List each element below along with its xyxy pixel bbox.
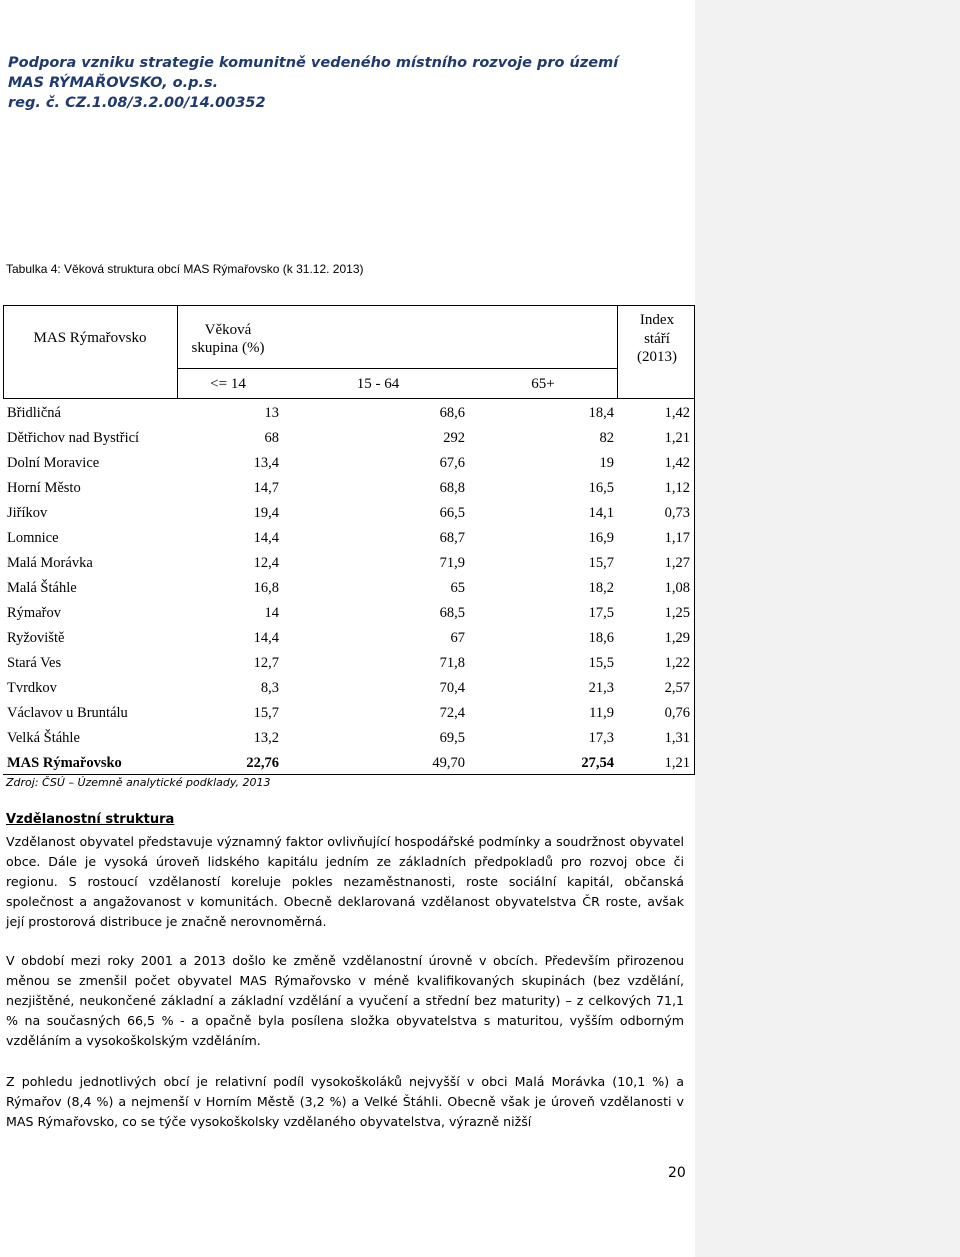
value-65-plus: 15,7 — [588, 555, 614, 571]
table-rule — [617, 305, 618, 398]
municipality-name: Rýmařov — [7, 605, 61, 621]
value-15-64: 68,5 — [439, 605, 465, 621]
municipality-name: Dolní Moravice — [7, 455, 100, 471]
value-index: 1,22 — [664, 655, 690, 671]
municipality-name: Horní Město — [7, 480, 81, 496]
corner-label: MAS Rýmařovsko — [33, 330, 147, 346]
header-registration: reg. č. CZ.1.08/3.2.00/14.00352 — [8, 95, 266, 111]
value-15-64: 71,8 — [439, 655, 465, 671]
value-under-14: 14 — [264, 605, 279, 621]
value-index: 0,73 — [664, 505, 690, 521]
municipality-name: Malá Morávka — [7, 555, 93, 571]
value-under-14: 15,7 — [253, 705, 279, 721]
municipality-name: Malá Štáhle — [7, 580, 77, 596]
value-65-plus: 18,4 — [588, 405, 614, 421]
value-65-plus: 18,6 — [588, 630, 614, 646]
value-index: 1,12 — [664, 480, 690, 496]
value-15-64: 68,8 — [439, 480, 465, 496]
value-15-64: 70,4 — [439, 680, 465, 696]
value-under-14: 16,8 — [253, 580, 279, 596]
value-65-plus: 19 — [599, 455, 614, 471]
page-number: 20 — [668, 1165, 686, 1181]
value-index: 1,21 — [664, 430, 690, 446]
value-index: 1,27 — [664, 555, 690, 571]
index-header-line1: Index — [639, 312, 675, 328]
municipality-name: Břidličná — [7, 405, 61, 421]
value-index: 2,57 — [664, 680, 690, 696]
value-15-64: 69,5 — [439, 730, 465, 746]
value-15-64: 71,9 — [439, 555, 465, 571]
value-15-64: 67,6 — [439, 455, 465, 471]
municipality-name: Václavov u Bruntálu — [7, 705, 128, 721]
value-15-64: 67 — [450, 630, 465, 646]
municipality-name: Stará Ves — [7, 655, 62, 671]
group-header-line2: skupina (%) — [191, 340, 265, 356]
table-rule — [3, 774, 695, 775]
paragraph-2: V období mezi roky 2001 a 2013 došlo ke změně vzdělanostní úrovně v obcích. Především přirozenou měnou se zmenšil počet obyvatel MAS Rýmařovsko v méně kvalifikovaných skupinách (bez vzdělání, nezjištěné, neukončené základní a základní vzdělání a vyučení a střední bez maturity) – z celkových 71,1 % na současných 66,5 % - a opačně byla posílena složka obyvatelstva s maturitou, vyšším odborným vzděláním a vysokoškolským vzděláním. — [6, 953, 684, 1048]
value-under-14: 13,2 — [253, 730, 279, 746]
value-65-plus: 17,3 — [588, 730, 614, 746]
value-65-plus: 27,54 — [581, 755, 614, 771]
value-15-64: 68,7 — [439, 530, 465, 546]
value-index: 1,17 — [664, 530, 690, 546]
value-index: 1,21 — [664, 755, 690, 771]
value-under-14: 8,3 — [260, 680, 279, 696]
municipality-name: Jiříkov — [7, 505, 48, 521]
value-65-plus: 21,3 — [588, 680, 614, 696]
value-under-14: 14,7 — [253, 480, 279, 496]
value-65-plus: 16,5 — [588, 480, 614, 496]
table-rule — [3, 305, 695, 306]
municipality-name: Dětřichov nad Bystřicí — [7, 430, 140, 446]
value-under-14: 14,4 — [253, 630, 279, 646]
municipality-name: Tvrdkov — [7, 680, 57, 696]
value-65-plus: 16,9 — [588, 530, 614, 546]
value-index: 1,31 — [664, 730, 690, 746]
table-rule — [3, 305, 4, 398]
value-15-64: 65 — [450, 580, 465, 596]
value-65-plus: 14,1 — [588, 505, 614, 521]
value-15-64: 68,6 — [439, 405, 465, 421]
age-structure-table — [3, 305, 695, 775]
table-rule — [177, 368, 617, 369]
column-header-65-plus: 65+ — [531, 376, 555, 392]
municipality-name: Velká Štáhle — [7, 730, 80, 746]
municipality-name: Lomnice — [7, 530, 59, 546]
value-15-64: 72,4 — [439, 705, 465, 721]
value-index: 1,42 — [664, 455, 690, 471]
value-65-plus: 18,2 — [588, 580, 614, 596]
table-rule — [177, 305, 178, 398]
value-under-14: 13,4 — [253, 455, 279, 471]
municipality-name: Ryžoviště — [7, 630, 65, 646]
value-under-14: 14,4 — [253, 530, 279, 546]
group-header-line1: Věková — [204, 322, 252, 338]
value-15-64: 49,70 — [432, 755, 465, 771]
table-caption: Tabulka 4: Věková struktura obcí MAS Rýmařovsko (k 31.12. 2013) — [6, 262, 364, 276]
value-15-64: 66,5 — [439, 505, 465, 521]
comment-margin — [695, 0, 960, 1257]
value-index: 1,25 — [664, 605, 690, 621]
value-65-plus: 15,5 — [588, 655, 614, 671]
value-65-plus: 82 — [599, 430, 614, 446]
table-rule — [3, 398, 695, 399]
table-rule — [694, 305, 695, 775]
value-under-14: 12,4 — [253, 555, 279, 571]
value-65-plus: 11,9 — [589, 705, 614, 721]
paragraph-3: Z pohledu jednotlivých obcí je relativní podíl vysokoškoláků nejvyšší v obci Malá Morávka (10,1 %) a Rýmařov (8,4 %) a nejmenší v Horním Městě (3,2 %) a Velké Štáhli. Obecně však je úroveň vzdělanosti v MAS Rýmařovsko, co se týče vysokoškolsky vzdělaného obyvatelstva, výrazně nižší — [6, 1074, 684, 1129]
value-65-plus: 17,5 — [588, 605, 614, 621]
paragraph-1: Vzdělanost obyvatel představuje významný faktor ovlivňující hospodářské podmínky a soudržnost obyvatel obce. Dále je vysoká úroveň lidského kapitálu jedním ze základních předpokladů pro rozvoj obce či regionu. S rostoucí vzdělaností koreluje pokles nezaměstnanosti, roste sociální kapitál, občanská společnost a angažovanost v komunitách. Obecně deklarovaná vzdělanost obyvatelstva ČR roste, avšak její prostorová distribuce je značně nerovnoměrná. — [6, 834, 684, 929]
index-header-line3: (2013) — [637, 349, 677, 365]
value-under-14: 13 — [264, 405, 279, 421]
value-under-14: 22,76 — [246, 755, 279, 771]
column-header-under-14: <= 14 — [210, 376, 246, 392]
header-organization: MAS RÝMAŘOVSKO, o.p.s. — [8, 75, 219, 91]
section-title: Vzdělanostní struktura — [6, 812, 175, 827]
table-source: Zdroj: ČSÚ – Územně analytické podklady, 2013 — [6, 776, 271, 789]
value-index: 0,76 — [664, 705, 690, 721]
value-under-14: 12,7 — [253, 655, 279, 671]
column-header-15-64: 15 - 64 — [356, 376, 400, 392]
value-under-14: 68 — [264, 430, 279, 446]
index-header-line2: stáří — [644, 331, 670, 347]
document-header — [8, 53, 618, 113]
value-index: 1,29 — [664, 630, 690, 646]
value-15-64: 292 — [443, 430, 465, 446]
value-index: 1,42 — [664, 405, 690, 421]
header-title: Podpora vzniku strategie komunitně vedeného místního rozvoje pro území — [8, 55, 619, 71]
value-under-14: 19,4 — [253, 505, 279, 521]
value-index: 1,08 — [664, 580, 690, 596]
municipality-name: MAS Rýmařovsko — [7, 755, 122, 771]
